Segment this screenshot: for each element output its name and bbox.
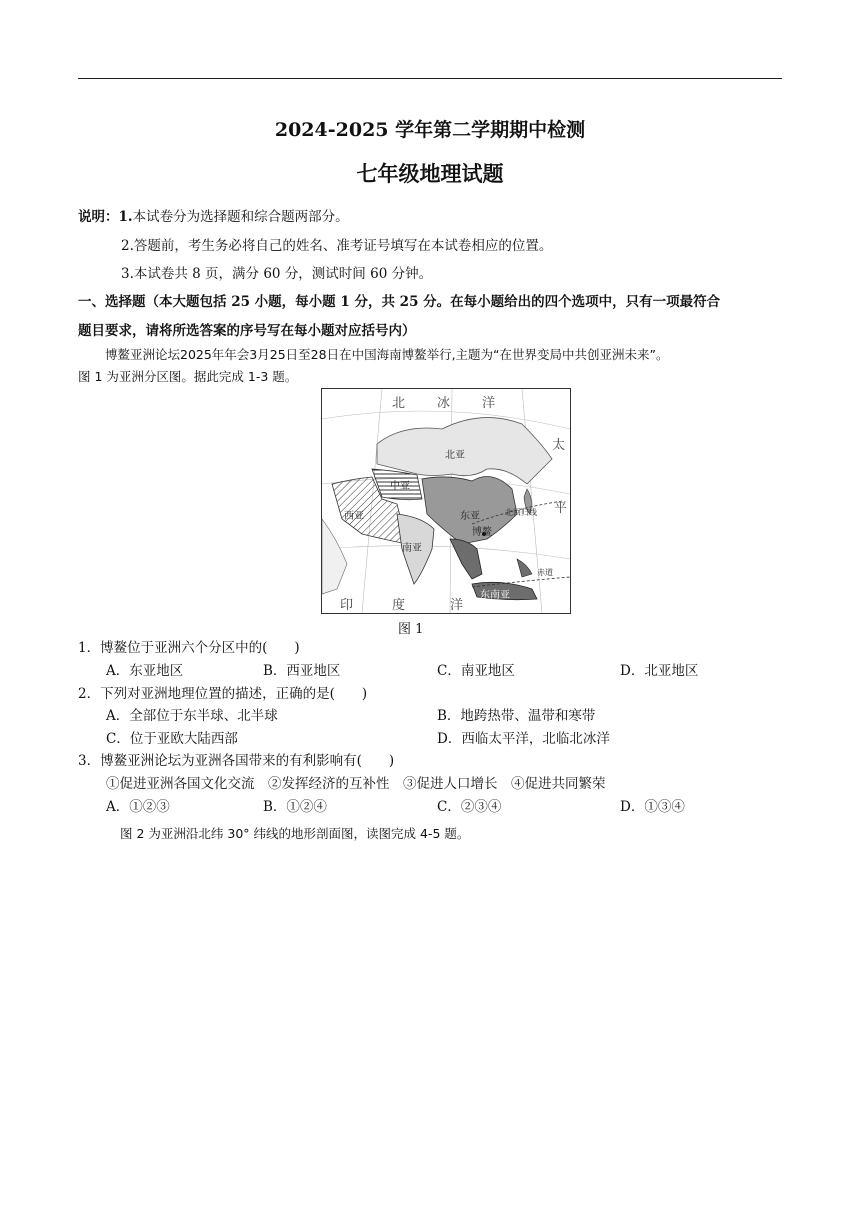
instruction-line-1: [78, 208, 349, 226]
question-3-option-d: D．①③④: [620, 799, 685, 815]
question-1-stem: 1．博鳌位于亚洲六个分区中的( ): [78, 640, 300, 656]
map-graphic: [322, 389, 570, 613]
map-label-tropic: 北回归线: [505, 508, 537, 517]
map-label-north-asia: 北亚: [445, 450, 465, 461]
question-1-option-c: C．南亚地区: [437, 663, 515, 679]
map-label-indian-1: 印: [340, 598, 354, 613]
exam-subtitle: 七年级地理试题: [356, 161, 504, 186]
question-2-stem: 2．下列对亚洲地理位置的描述，正确的是( ): [78, 686, 368, 702]
map-label-southeast-asia: 东南亚: [480, 590, 510, 601]
question-3-option-c: C．②③④: [437, 799, 502, 815]
map-label-indian-2: 度: [392, 598, 406, 613]
figure-1-caption: 图 1: [398, 622, 424, 637]
map-label-central-asia: 中亚: [390, 481, 410, 492]
instruction-line-2: 2.答题前，考生务必将自己的姓名、准考证号填写在本试卷相应的位置。: [121, 238, 553, 254]
section-heading-line-2: 题目要求，请将所选答案的序号写在每小题对应括号内）: [78, 323, 416, 339]
section-heading-line-1: 一、选择题（本大题包括 25 小题，每小题 1 分，共 25 分。在每小题给出的四个选项中，只有一项最符合: [78, 294, 721, 310]
map-label-boao: 博鳌: [472, 527, 492, 538]
map-label-arctic-3: 洋: [482, 396, 496, 411]
intro-paragraph-line-2: 图 1 为亚洲分区图。据此完成 1-3 题。: [78, 369, 298, 384]
question-3-stem: 3．博鳌亚洲论坛为亚洲各国带来的有利影响有( ): [78, 753, 395, 769]
question-1-option-d: D．北亚地区: [620, 663, 699, 679]
map-label-pacific-1: 太: [552, 438, 566, 453]
intro-paragraph-figure-2: 图 2 为亚洲沿北纬 30° 纬线的地形剖面图，读图完成 4-5 题。: [120, 826, 470, 841]
map-label-equator: 赤道: [537, 568, 553, 577]
question-3-statements: ①促进亚洲各国文化交流 ②发挥经济的互补性 ③促进人口增长 ④促进共同繁荣: [106, 776, 606, 792]
question-3-option-b: B．①②④: [263, 799, 327, 815]
instruction-1-text: 本试卷分为选择题和综合题两部分。: [132, 209, 349, 225]
question-3-option-a: A．①②③: [106, 799, 170, 815]
question-1-option-b: B．西亚地区: [263, 663, 341, 679]
question-2-option-b: B．地跨热带、温带和寒带: [437, 708, 596, 724]
asia-regions-map: [321, 388, 571, 614]
question-1-option-a: A．东亚地区: [106, 663, 184, 679]
map-label-pacific-2: 平: [554, 501, 568, 516]
map-label-arctic-1: 北: [392, 396, 406, 411]
map-label-indian-3: 洋: [450, 598, 464, 613]
map-label-arctic-2: 冰: [437, 396, 451, 411]
map-label-east-asia: 东亚: [460, 511, 480, 522]
question-2-option-a: A．全部位于东半球、北半球: [106, 708, 278, 724]
instruction-1-num: 1.: [118, 209, 133, 225]
map-label-south-asia: 南亚: [402, 543, 422, 554]
question-2-option-c: C．位于亚欧大陆西部: [106, 731, 238, 747]
instruction-line-3: 3.本试卷共 8 页，满分 60 分，测试时间 60 分钟。: [121, 266, 433, 282]
map-label-west-asia: 西亚: [344, 511, 364, 522]
instruction-label: 说明：: [78, 209, 119, 225]
exam-title: 2024-2025 学年第二学期期中检测: [274, 119, 586, 141]
question-2-option-d: D．西临太平洋，北临北冰洋: [437, 731, 610, 747]
intro-paragraph-line-1: 博鳌亚洲论坛2025年年会3月25日至28日在中国海南博鳌举行,主题为“在世界变局中共创亚洲未来”。: [105, 347, 669, 362]
top-rule: [78, 78, 782, 79]
